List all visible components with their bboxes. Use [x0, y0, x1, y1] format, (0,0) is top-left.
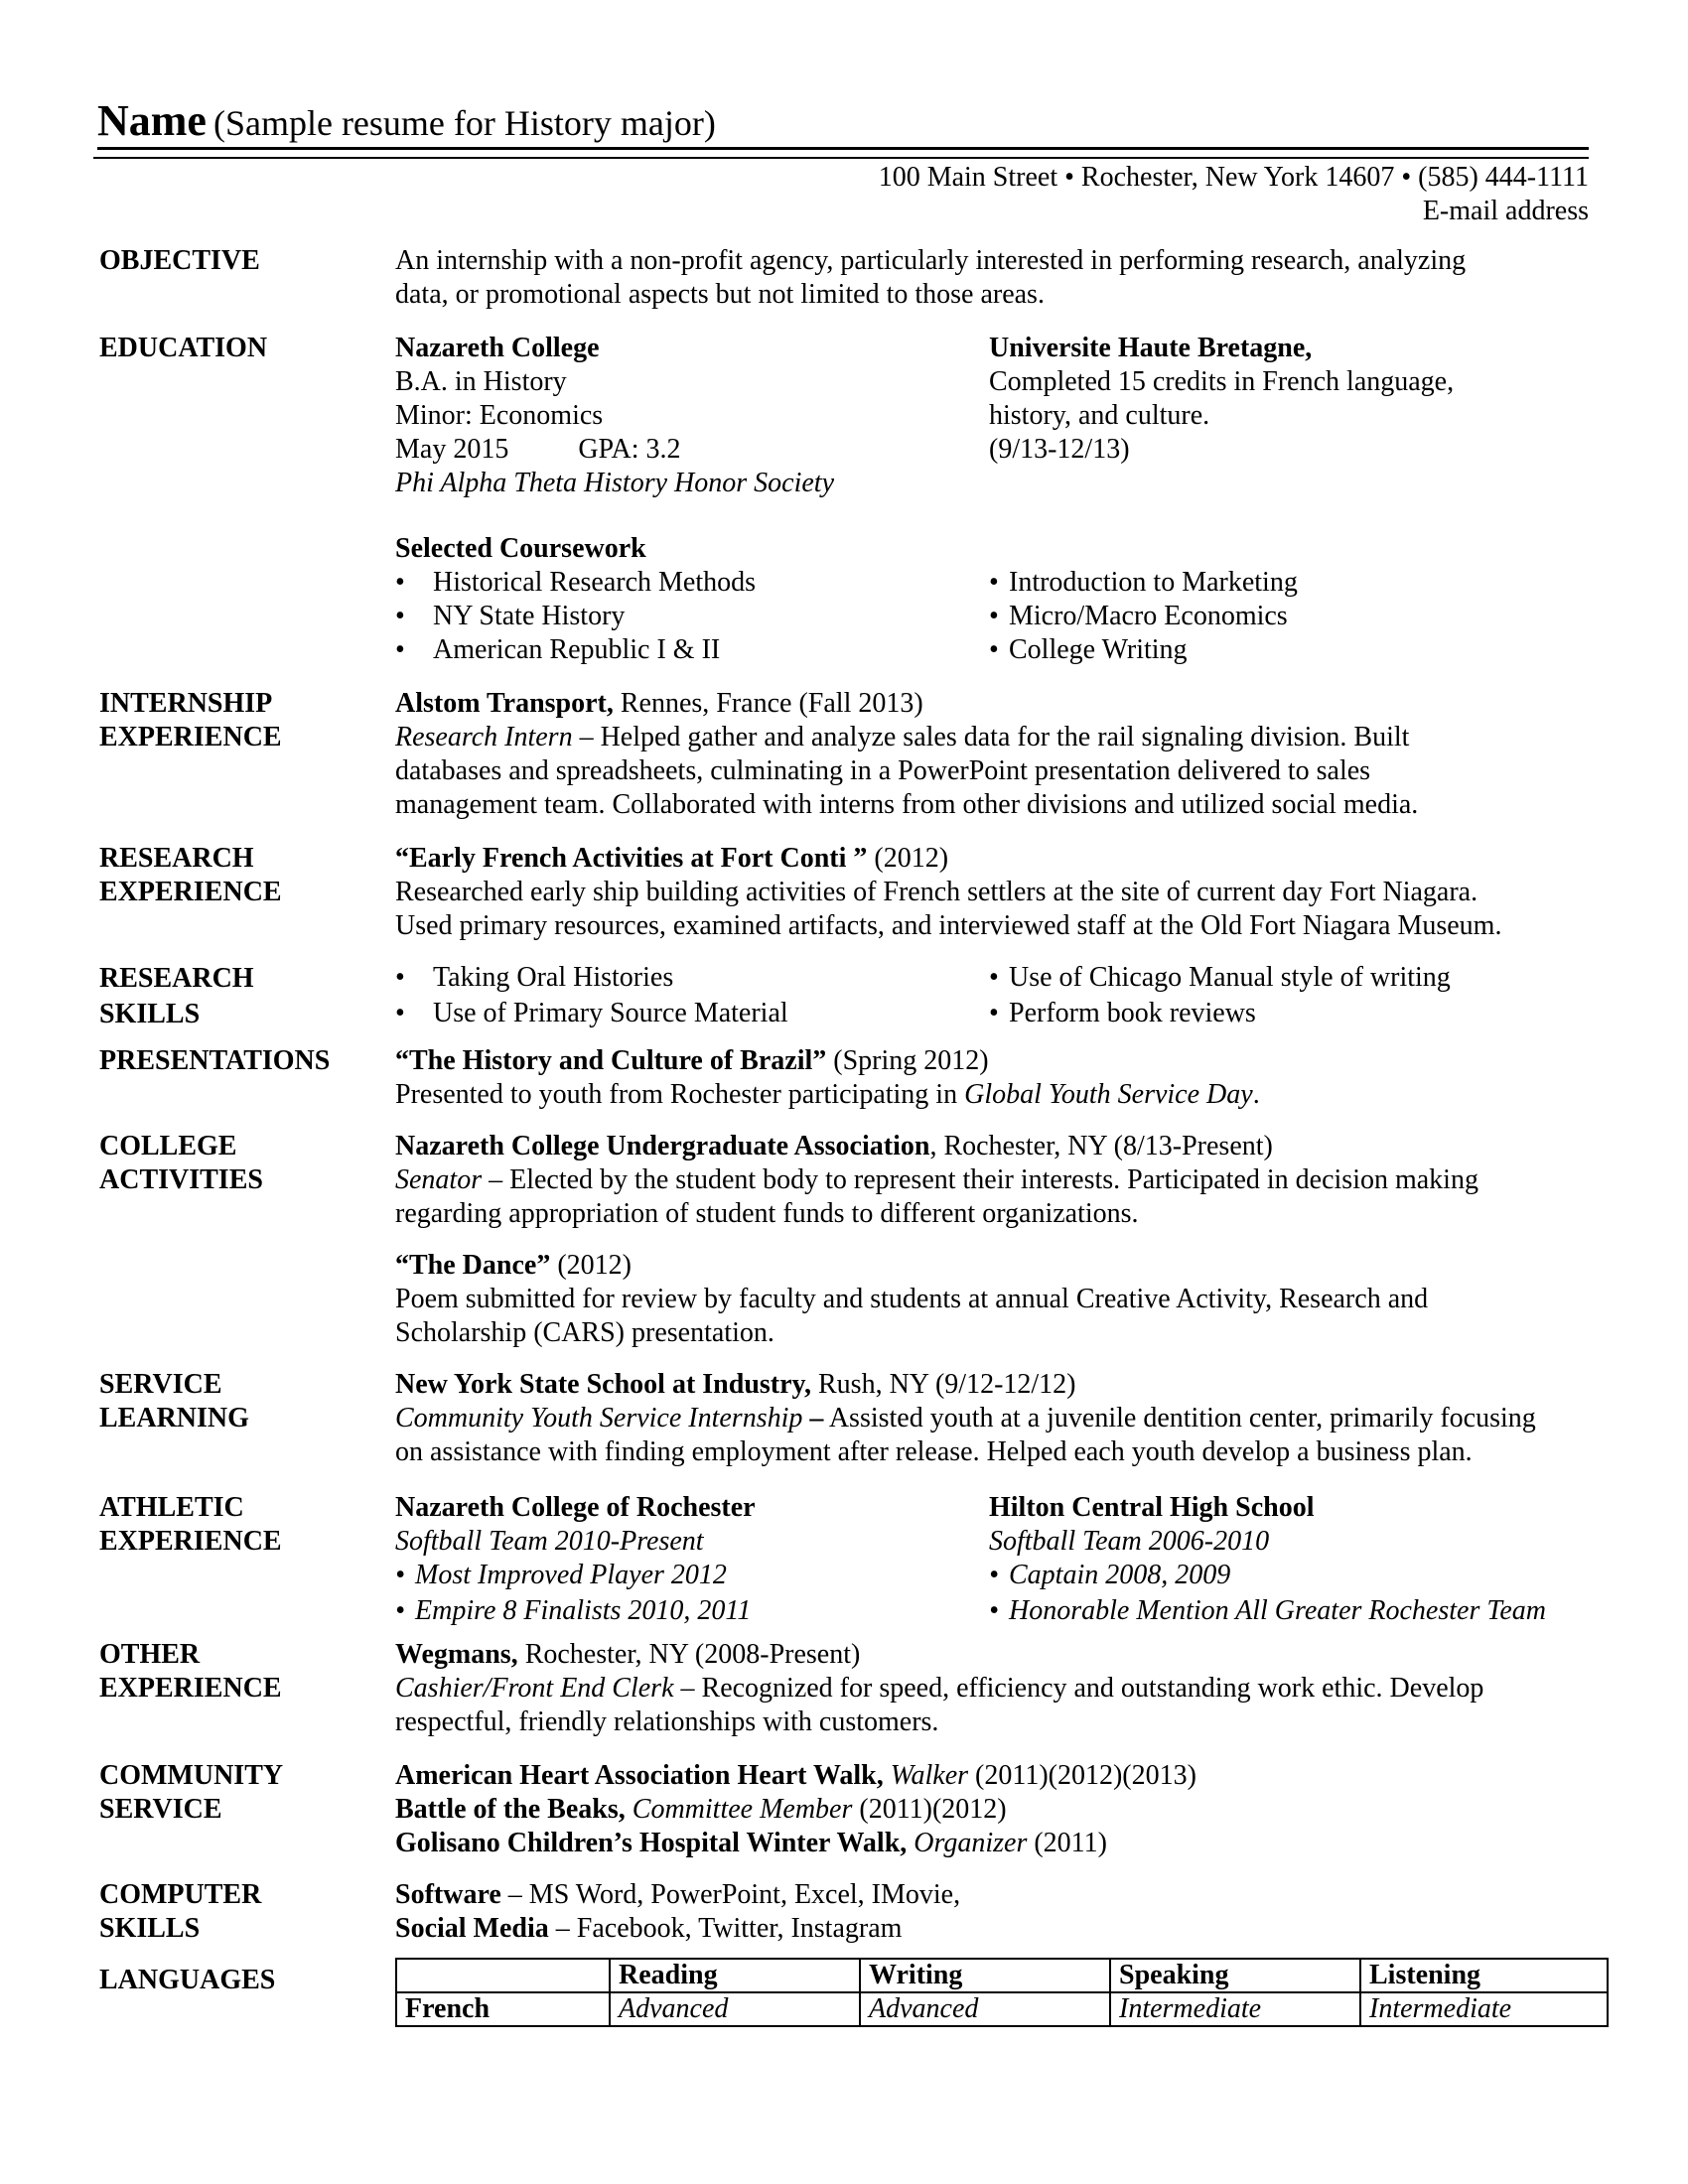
other-experience-body: [395, 1638, 1688, 1739]
org-name: Alstom Transport,: [395, 688, 614, 719]
text-line: Researched early ship building activities of French settlers at the site of current day Fort Niagara.: [395, 877, 1478, 907]
event-name: Global Youth Service Day: [964, 1079, 1253, 1110]
school-name: Hilton Central High School: [989, 1492, 1315, 1523]
label-line: SKILLS: [99, 999, 201, 1029]
section-label: OBJECTIVE: [99, 245, 260, 276]
section-label: [99, 1491, 387, 1559]
gpa: GPA: 3.2: [578, 434, 681, 465]
athletic-highschool: [989, 1491, 1688, 1630]
service-learning-body: [395, 1368, 1688, 1469]
honor-society: Phi Alpha Theta History Honor Society: [395, 468, 834, 498]
list-item: • Honorable Mention All Greater Rochester Team: [989, 1594, 1688, 1630]
team-name: Softball Team 2010-Present: [395, 1526, 704, 1557]
section-label: EDUCATION: [99, 333, 268, 363]
table-cell: Writing: [860, 1959, 1110, 1992]
poem-title: “The Dance”: [395, 1250, 551, 1281]
list-item: [395, 1827, 1688, 1860]
role-title: Committee Member: [625, 1794, 853, 1825]
list-item: • Micro/Macro Economics: [989, 600, 1688, 633]
section-label: PRESENTATIONS: [99, 1045, 331, 1076]
org-name: Wegmans,: [395, 1639, 518, 1670]
team-name: Softball Team 2006-2010: [989, 1526, 1270, 1557]
label-line: COMPUTER: [99, 1879, 262, 1910]
address-line: 100 Main Street • Rochester, New York 14607 • (585) 444-1111: [878, 162, 1589, 193]
org-name: New York State School at Industry,: [395, 1369, 811, 1400]
internship-body: [395, 687, 1688, 822]
table-cell: Advanced: [610, 1992, 860, 2026]
years: (2011): [1027, 1828, 1107, 1858]
section-label: LANGUAGES: [99, 1965, 276, 1995]
org-details: Rennes, France (Fall 2013): [613, 688, 923, 719]
label-line: SERVICE: [99, 1369, 222, 1400]
table-cell: Intermediate: [1360, 1992, 1608, 2026]
label-line: EXPERIENCE: [99, 1526, 282, 1557]
table-cell: Intermediate: [1110, 1992, 1360, 2026]
section-label: [99, 961, 387, 1032]
label-line: RESEARCH: [99, 963, 254, 994]
table-cell: Advanced: [860, 1992, 1110, 2026]
presentation-title: “The History and Culture of Brazil”: [395, 1045, 827, 1076]
text-line: management team. Collaborated with interns from other divisions and utilized social media.: [395, 789, 1419, 820]
minor: Minor: Economics: [395, 400, 604, 431]
text-line: databases and spreadsheets, culminating in a PowerPoint presentation delivered to sales: [395, 755, 1371, 786]
section-label: [99, 1368, 387, 1435]
school-name: Nazareth College of Rochester: [395, 1492, 756, 1523]
list-item: • Empire 8 Finalists 2010, 2011: [395, 1594, 981, 1630]
list-item: • Introduction to Marketing: [989, 566, 1688, 600]
section-label: [99, 842, 387, 909]
athletic-college: [395, 1491, 981, 1630]
section-label: [99, 1759, 387, 1827]
skills-left: [395, 961, 981, 1032]
coursework-left: [395, 566, 981, 667]
dash: –: [802, 1403, 824, 1433]
software-list: – MS Word, PowerPoint, Excel, IMovie,: [500, 1879, 961, 1910]
text-line: Scholarship (CARS) presentation.: [395, 1317, 774, 1348]
research-body: [395, 842, 1688, 943]
section-label: [99, 1130, 387, 1197]
skills-right: [989, 961, 1688, 1032]
years: (2011)(2012)(2013): [968, 1760, 1196, 1791]
text-line: – Recognized for speed, efficiency and outstanding work ethic. Develop: [673, 1673, 1484, 1704]
org-name: Golisano Children’s Hospital Winter Walk,: [395, 1828, 908, 1858]
community-body: [395, 1759, 1688, 1860]
name-line: [97, 95, 1589, 150]
languages-table: [395, 1958, 1609, 2027]
role-title: Walker: [883, 1760, 969, 1791]
text-line: history, and culture.: [989, 400, 1210, 431]
label-line: OTHER: [99, 1639, 201, 1670]
school-name: Universite Haute Bretagne,: [989, 333, 1313, 363]
education-abroad: [989, 332, 1688, 467]
label-line: INTERNSHIP: [99, 688, 273, 719]
email-line: E-mail address: [1422, 196, 1589, 226]
label-line: RESEARCH: [99, 843, 254, 874]
label-line: COLLEGE: [99, 1131, 237, 1161]
resume-header: [97, 95, 1589, 226]
list-item: • Taking Oral Histories: [395, 961, 981, 997]
label-line: SKILLS: [99, 1913, 201, 1944]
years: (2011)(2012): [852, 1794, 1007, 1825]
label-line: EXPERIENCE: [99, 722, 282, 752]
software-label: Software: [395, 1879, 501, 1910]
list-item: • Use of Chicago Manual style of writing: [989, 961, 1688, 997]
text-line: regarding appropriation of student funds to different organizations.: [395, 1198, 1139, 1229]
contact-info: [879, 161, 1589, 228]
org-name: Battle of the Beaks,: [395, 1794, 626, 1825]
table-cell: [396, 1959, 610, 1992]
coursework-title: Selected Coursework: [395, 533, 646, 564]
label-line: SERVICE: [99, 1794, 222, 1825]
coursework: [395, 532, 1688, 665]
school-name: Nazareth College: [395, 333, 600, 363]
text-line: Presented to youth from Rochester participating in: [395, 1079, 965, 1110]
label-line: COMMUNITY: [99, 1760, 284, 1791]
table-cell: French: [396, 1992, 610, 2026]
role-title: Senator: [395, 1164, 483, 1195]
list-item: • American Republic I & II: [395, 633, 981, 667]
section-label: [99, 1878, 387, 1946]
text-line: Used primary resources, examined artifacts, and interviewed staff at the Old Fort Niagara Museum.: [395, 910, 1502, 941]
table-row: [396, 1992, 1608, 2026]
presentations-body: [395, 1044, 1688, 1112]
computer-skills-body: [395, 1878, 1688, 1946]
resume-subtitle: (Sample resume for History major): [212, 103, 716, 143]
education-primary: [395, 332, 981, 500]
presentation-date: (Spring 2012): [826, 1045, 989, 1076]
text-line: Completed 15 credits in French language,: [989, 366, 1455, 397]
objective-text: [395, 244, 1688, 312]
project-title: “Early French Activities at Fort Conti ”: [395, 843, 868, 874]
role-title: Organizer: [907, 1828, 1028, 1858]
text-line: on assistance with finding employment after release. Helped each youth develop a business plan.: [395, 1436, 1473, 1467]
project-year: (2012): [867, 843, 949, 874]
text-line: data, or promotional aspects but not limited to those areas.: [395, 279, 1045, 310]
section-label: [99, 1638, 387, 1706]
list-item: • NY State History: [395, 600, 981, 633]
poem-year: (2012): [550, 1250, 632, 1281]
section-label: [99, 687, 387, 754]
list-item: • Captain 2008, 2009: [989, 1559, 1688, 1594]
list-item: • Perform book reviews: [989, 997, 1688, 1032]
role-title: Research Intern: [395, 722, 573, 752]
org-name: Nazareth College Undergraduate Association: [395, 1131, 930, 1161]
label-line: ATHLETIC: [99, 1492, 244, 1523]
list-item: [395, 1793, 1688, 1827]
grad-date: May 2015: [395, 434, 509, 465]
table-header-row: [396, 1959, 1608, 1992]
label-line: LEARNING: [99, 1403, 249, 1433]
text-line: An internship with a non-profit agency, particularly interested in performing research, analyzing: [395, 245, 1467, 276]
role-title: Community Youth Service Internship: [395, 1403, 803, 1433]
list-item: [395, 1759, 1688, 1793]
date-gpa: [395, 433, 981, 467]
text-line: respectful, friendly relationships with customers.: [395, 1706, 939, 1737]
college-activities-body: [395, 1130, 1688, 1350]
text-line: .: [1252, 1079, 1260, 1110]
social-media-label: Social Media: [395, 1913, 549, 1944]
list-item: • College Writing: [989, 633, 1688, 667]
coursework-right: [989, 566, 1688, 667]
header-divider: [93, 157, 1589, 159]
org-details: Rochester, NY (2008-Present): [517, 1639, 861, 1670]
org-details: , Rochester, NY (8/13-Present): [929, 1131, 1273, 1161]
list-item: • Most Improved Player 2012: [395, 1559, 981, 1594]
candidate-name: Name: [97, 96, 207, 145]
org-details: Rush, NY (9/12-12/12): [811, 1369, 1076, 1400]
label-line: EXPERIENCE: [99, 877, 282, 907]
label-line: EXPERIENCE: [99, 1673, 282, 1704]
list-item: • Historical Research Methods: [395, 566, 981, 600]
label-line: ACTIVITIES: [99, 1164, 263, 1195]
table-cell: Listening: [1360, 1959, 1608, 1992]
text-line: – Elected by the student body to represent their interests. Participated in decision making: [482, 1164, 1478, 1195]
table-cell: Reading: [610, 1959, 860, 1992]
text-line: Poem submitted for review by faculty and students at annual Creative Activity, Research and: [395, 1284, 1429, 1314]
text-line: – Helped gather and analyze sales data for the rail signaling division. Built: [572, 722, 1410, 752]
list-item: • Use of Primary Source Material: [395, 997, 981, 1032]
org-name: American Heart Association Heart Walk,: [395, 1760, 884, 1791]
text-line: Assisted youth at a juvenile dentition center, primarily focusing: [823, 1403, 1536, 1433]
social-media-list: – Facebook, Twitter, Instagram: [548, 1913, 903, 1944]
table-cell: Speaking: [1110, 1959, 1360, 1992]
degree: B.A. in History: [395, 366, 567, 397]
study-dates: (9/13-12/13): [989, 434, 1130, 465]
role-title: Cashier/Front End Clerk: [395, 1673, 674, 1704]
